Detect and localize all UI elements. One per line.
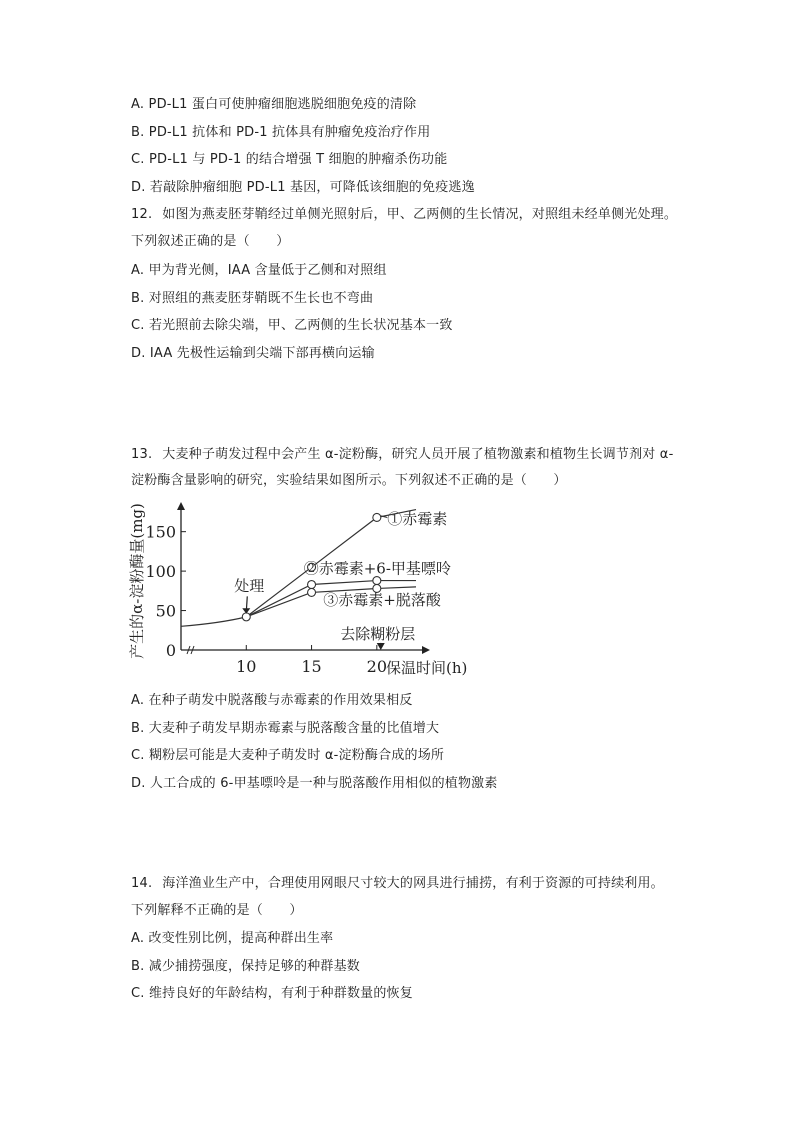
series-point-3 (308, 588, 316, 596)
x-tick-label: 15 (301, 657, 322, 676)
q14-option-a: A. 改变性别比例，提高种群出生率 (131, 931, 334, 946)
series-label-2: ②赤霉素+6-甲基嘌呤 (303, 559, 451, 578)
remove-layer-label: 去除糊粉层 (340, 624, 416, 643)
q12-stem-line1 (131, 206, 677, 224)
treatment-point (242, 613, 250, 621)
q12-option-d: D. IAA 先极性运输到尖端下部再横向运输 (131, 346, 375, 361)
baseline-curve (181, 617, 246, 626)
q12-stem-line2: 下列叙述正确的是（ ） (131, 234, 290, 249)
q14-stem-line1 (131, 875, 664, 893)
q11-option-c: C. PD-L1 与 PD-1 的结合增强 T 细胞的肿瘤杀伤功能 (131, 152, 448, 167)
q13-option-b: B. 大麦种子萌发早期赤霉素与脱落酸含量的比值增大 (131, 721, 440, 736)
y-axis-title: 产生的α-淀粉酶量(mg) (128, 503, 146, 659)
y-tick-label: 100 (145, 562, 176, 582)
q14-option-c: C. 维持良好的年龄结构，有利于种群数量的恢复 (131, 986, 413, 1001)
q12-option-a: A. 甲为背光侧，IAA 含量低于乙侧和对照组 (131, 263, 387, 278)
series-label-1: ①赤霉素 (387, 509, 448, 528)
x-axis-title: 保温时间(h) (385, 659, 468, 677)
y-tick-label: 50 (155, 601, 176, 621)
series-label-3: ③赤霉素+脱落酸 (323, 591, 441, 610)
q14-stem-text: 海洋渔业生产中，合理使用网眼尺寸较大的网具进行捕捞，有利于资源的可持续利用。 (162, 876, 664, 891)
treatment-label: 处理 (234, 576, 265, 595)
x-tick-label: 20 (366, 657, 388, 676)
q13-number: 13. (131, 447, 153, 462)
q13-option-d: D. 人工合成的 6-甲基嘌呤是一种与脱落酸作用相似的植物激素 (131, 776, 498, 791)
q14-option-b: B. 减少捕捞强度，保持足够的种群基数 (131, 959, 360, 974)
remove-layer-arrowhead (377, 643, 385, 650)
y-axis-arrow (177, 502, 185, 510)
treatment-arrowhead (242, 608, 250, 614)
q12-option-c: C. 若光照前去除尖端，甲、乙两侧的生长状况基本一致 (131, 318, 453, 333)
x-tick-label: 10 (236, 657, 257, 676)
series-point-2 (308, 581, 316, 589)
q12-option-b: B. 对照组的燕麦胚芽鞘既不生长也不弯曲 (131, 291, 374, 306)
series-point-2 (373, 577, 381, 585)
q14-number: 14. (131, 876, 153, 891)
q13-stem-text: 大麦种子萌发过程中会产生 α-淀粉酶，研究人员开展了植物激素和植物生长调节剂对 α- (162, 447, 674, 462)
chart-labels (128, 503, 467, 677)
q12-number: 12. (131, 207, 153, 222)
x-axis-arrow (422, 646, 430, 654)
y-tick-label: 150 (145, 522, 176, 542)
series-point-1 (373, 513, 381, 521)
amylase-line-chart (126, 500, 468, 690)
q14-stem-line2: 下列解释不正确的是（ ） (131, 903, 303, 918)
q13-option-c: C. 糊粉层可能是大麦种子萌发时 α-淀粉酶合成的场所 (131, 748, 445, 763)
q13-stem-line1 (131, 446, 673, 464)
q12-stem-text: 如图为燕麦胚芽鞘经过单侧光照射后，甲、乙两侧的生长情况，对照组未经单侧光处理。 (162, 207, 678, 222)
q13-option-a: A. 在种子萌发中脱落酸与赤霉素的作用效果相反 (131, 693, 413, 708)
y-tick-label: 0 (165, 641, 176, 660)
q13-stem-line2: 淀粉酶含量影响的研究，实验结果如图所示。下列叙述不正确的是（ ） (131, 473, 567, 488)
q11-option-a: A. PD-L1 蛋白可使肿瘤细胞逃脱细胞免疫的清除 (131, 97, 417, 112)
q11-option-d: D. 若敲除肿瘤细胞 PD-L1 基因，可降低该细胞的免疫逃逸 (131, 180, 475, 195)
q11-option-b: B. PD-L1 抗体和 PD-1 抗体具有肿瘤免疫治疗作用 (131, 125, 431, 140)
